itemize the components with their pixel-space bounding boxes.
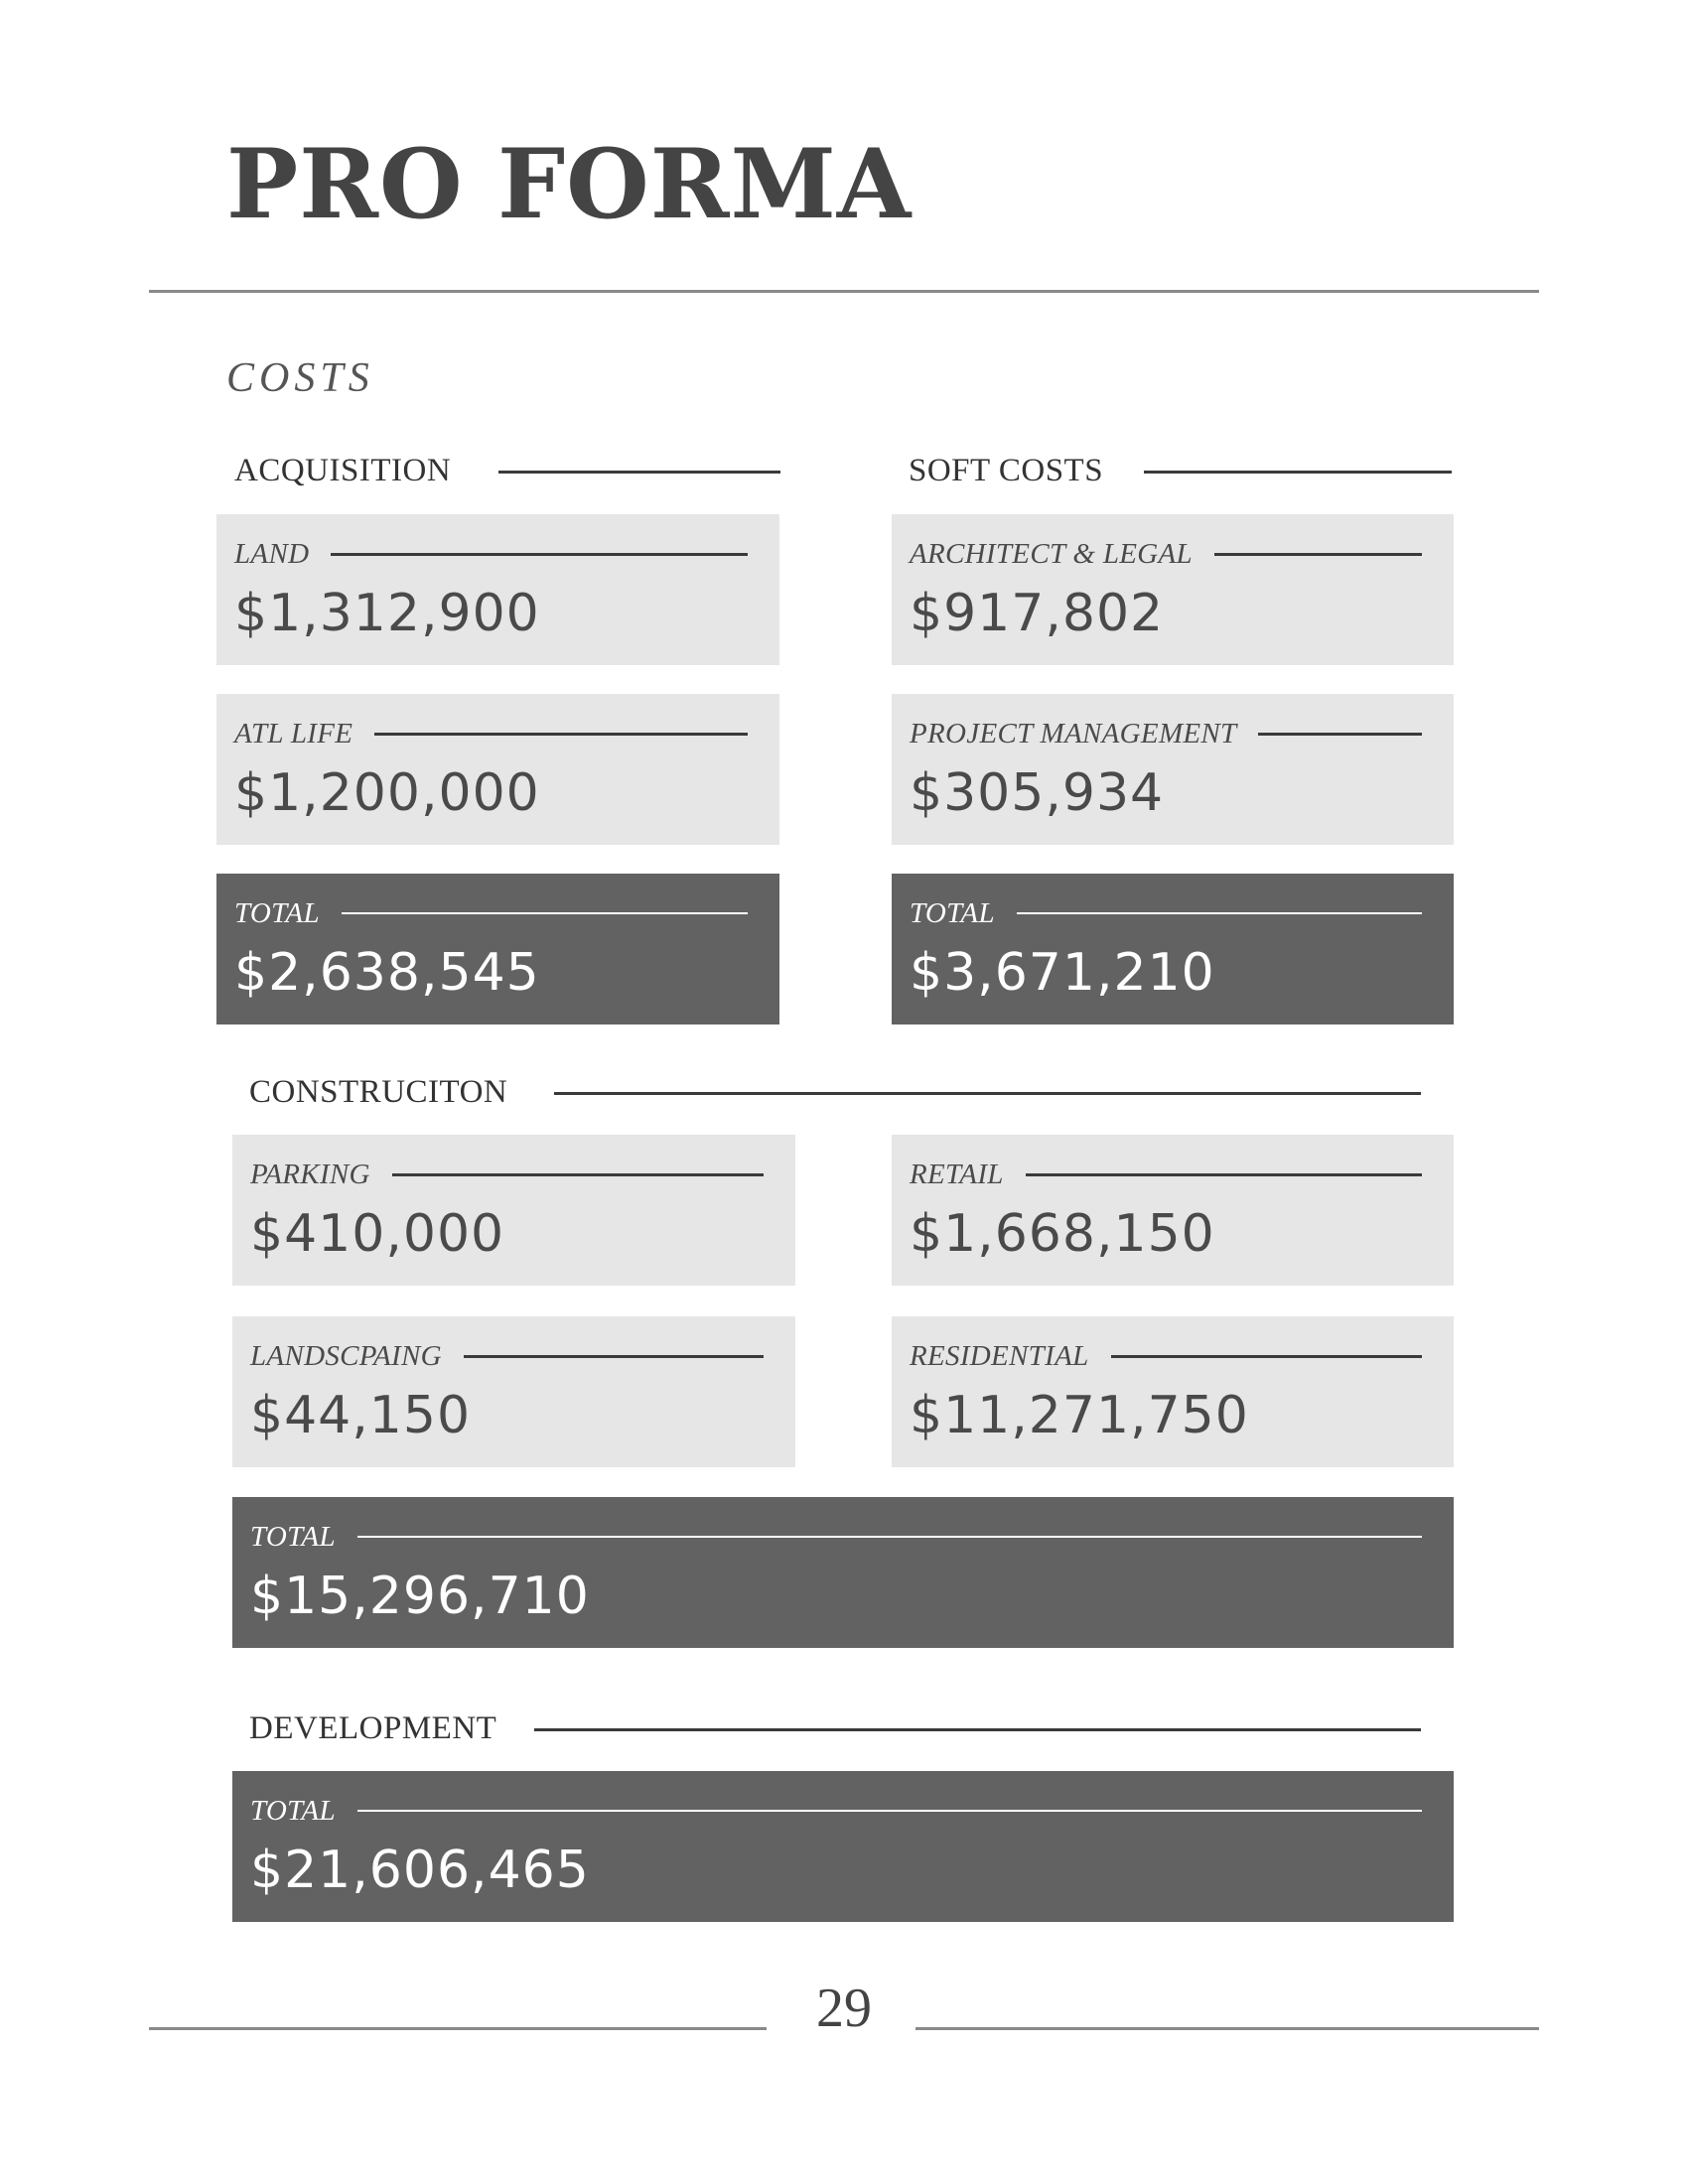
title-divider <box>149 290 1539 293</box>
landscaping-line <box>464 1355 764 1358</box>
footer-rule-right <box>915 2027 1539 2030</box>
page-number: 29 <box>816 1978 872 2039</box>
retail-card <box>892 1135 1454 1286</box>
residential-label: RESIDENTIAL <box>910 1339 1089 1372</box>
architect-legal-value: $917,802 <box>910 584 1165 643</box>
atl-life-line <box>374 733 748 736</box>
soft-costs-total-value: $3,671,210 <box>910 943 1215 1003</box>
architect-legal-line <box>1214 553 1422 556</box>
parking-value: $410,000 <box>250 1204 505 1264</box>
project-management-card <box>892 694 1454 845</box>
architect-legal-card <box>892 514 1454 665</box>
parking-line <box>392 1173 764 1176</box>
acquisition-total-line <box>342 912 748 914</box>
page-title: PRO FORMA <box>226 128 913 240</box>
atl-life-value: $1,200,000 <box>234 763 540 823</box>
residential-value: $11,271,750 <box>910 1386 1249 1445</box>
land-label: LAND <box>234 537 310 570</box>
landscaping-label: LANDSCPAING <box>250 1339 442 1372</box>
acquisition-line <box>498 471 780 474</box>
development-total-card <box>232 1771 1454 1922</box>
land-value: $1,312,900 <box>234 584 540 643</box>
construction-total-card <box>232 1497 1454 1648</box>
acquisition-total-value: $2,638,545 <box>234 943 540 1003</box>
development-label: DEVELOPMENT <box>249 1710 497 1746</box>
project-management-line <box>1258 733 1422 736</box>
parking-card <box>232 1135 795 1286</box>
costs-heading: COSTS <box>226 355 374 401</box>
construction-label: CONSTRUCITON <box>249 1074 508 1110</box>
development-line <box>534 1728 1421 1731</box>
construction-total-value: $15,296,710 <box>250 1567 590 1626</box>
construction-line <box>554 1092 1421 1095</box>
residential-card <box>892 1316 1454 1467</box>
soft-costs-label: SOFT COSTS <box>909 453 1104 488</box>
construction-total-line <box>357 1536 1422 1538</box>
acquisition-total-card <box>216 874 779 1024</box>
development-total-line <box>357 1810 1422 1812</box>
retail-line <box>1026 1173 1422 1176</box>
architect-legal-label: ARCHITECT & LEGAL <box>910 537 1193 570</box>
landscaping-card <box>232 1316 795 1467</box>
acquisition-total-label: TOTAL <box>234 896 320 929</box>
land-line <box>331 553 748 556</box>
land-card <box>216 514 779 665</box>
atl-life-card <box>216 694 779 845</box>
project-management-label: PROJECT MANAGEMENT <box>910 717 1237 750</box>
development-total-value: $21,606,465 <box>250 1841 590 1900</box>
landscaping-value: $44,150 <box>250 1386 472 1445</box>
soft-costs-total-label: TOTAL <box>910 896 995 929</box>
project-management-value: $305,934 <box>910 763 1165 823</box>
residential-line <box>1111 1355 1422 1358</box>
retail-label: RETAIL <box>910 1158 1004 1190</box>
development-total-label: TOTAL <box>250 1794 336 1827</box>
footer-rule-left <box>149 2027 767 2030</box>
acquisition-label: ACQUISITION <box>234 453 452 488</box>
construction-total-label: TOTAL <box>250 1520 336 1553</box>
soft-costs-total-card <box>892 874 1454 1024</box>
atl-life-label: ATL LIFE <box>234 717 353 750</box>
soft-costs-line <box>1144 471 1452 474</box>
retail-value: $1,668,150 <box>910 1204 1215 1264</box>
parking-label: PARKING <box>250 1158 370 1190</box>
soft-costs-total-line <box>1017 912 1422 914</box>
